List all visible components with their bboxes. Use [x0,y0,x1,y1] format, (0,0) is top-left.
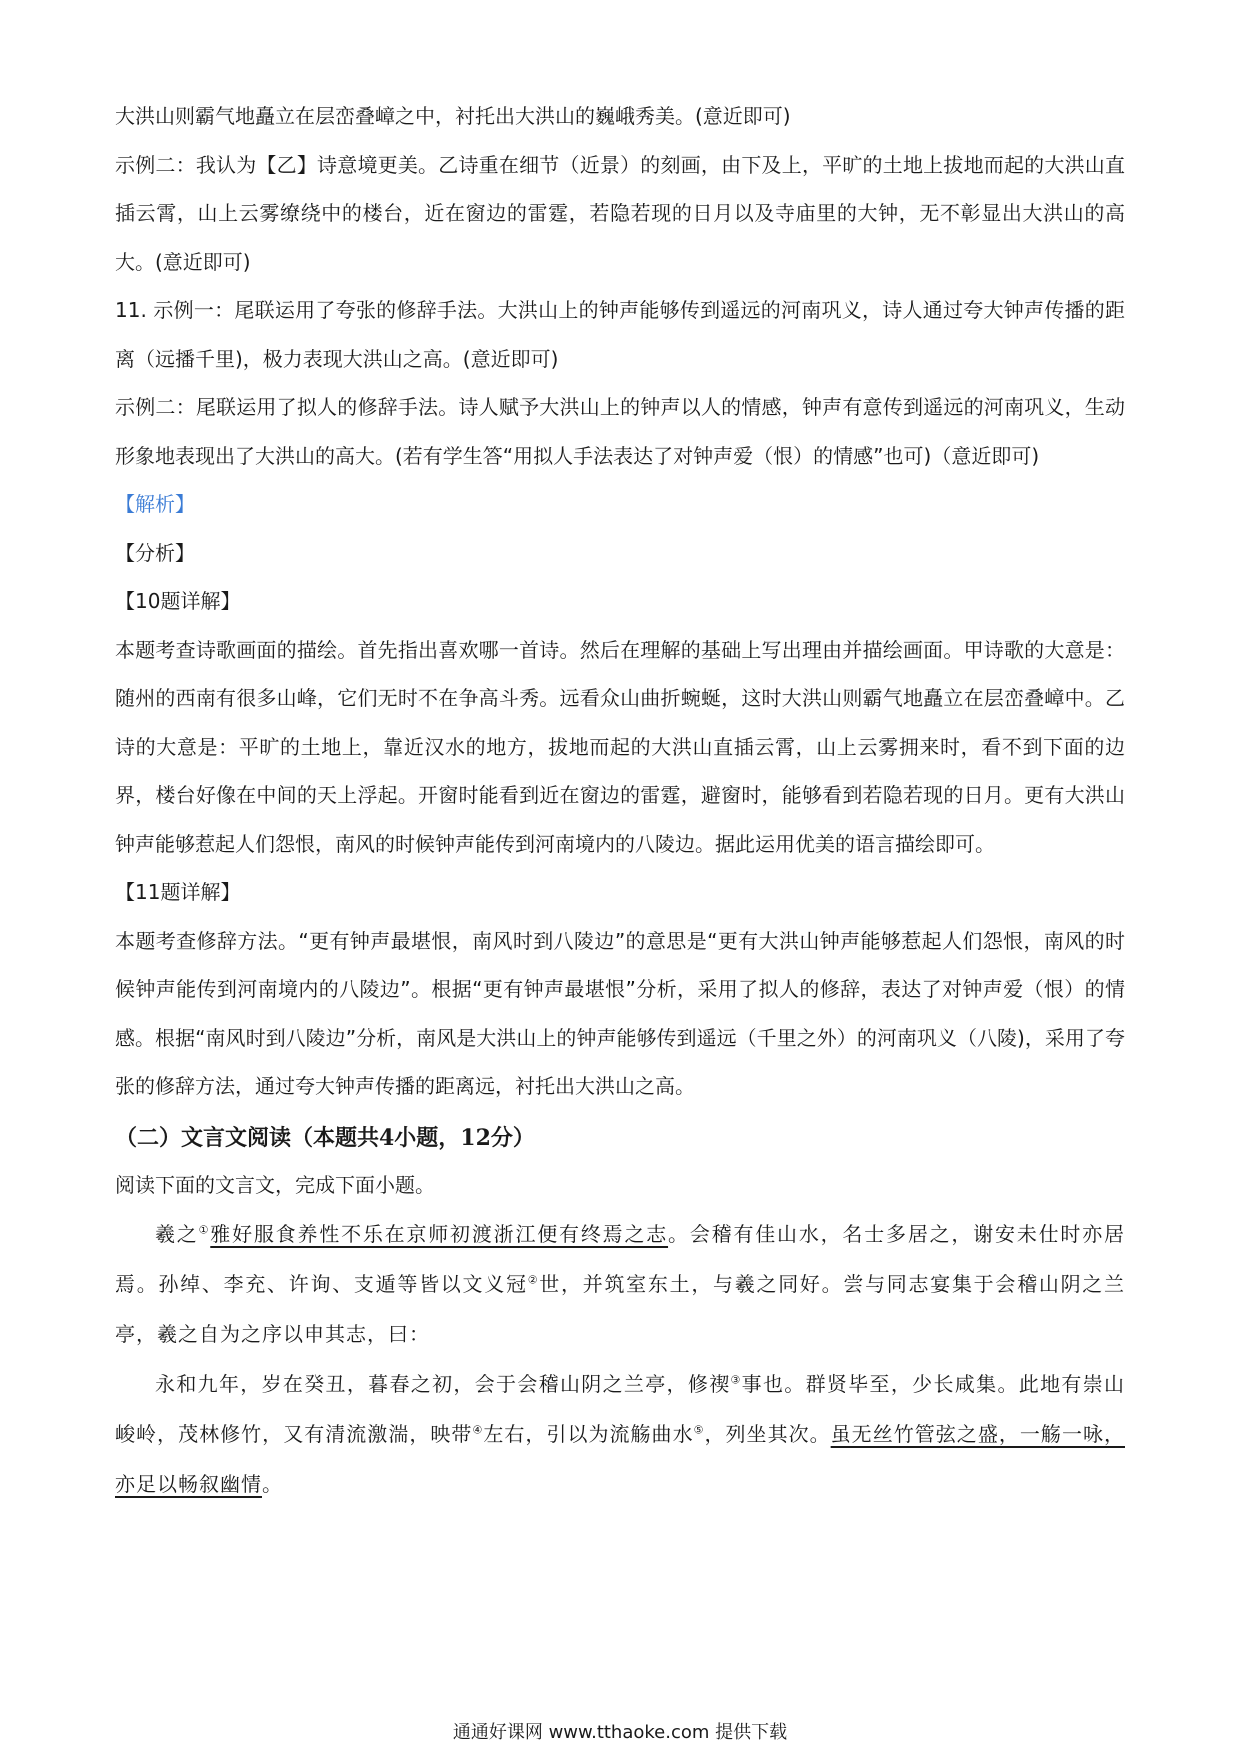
q11-title: 【11题详解】 [115,880,241,904]
passage1-text-d: 世，并筑室东土，与羲之同好。尝与同志宴集于会稽山阴之兰亭，羲之自为之序以申其志，曰： [115,1272,1126,1346]
underlined-sentence-1: 雅好服食养性不乐在京师初渡浙江便有终焉之志 [210,1222,669,1246]
passage2-text-a: 永和九年，岁在癸丑，暮春之初，会于会稽山阴之兰亭，修禊 [155,1372,731,1396]
classical-passage-2 [115,1359,1125,1509]
answer-11-example-2: 示例二：尾联运用了拟人的修辞手法。诗人赋予大洪山上的钟声以人的情感，钟声有意传到遥远的河南巩义，生动形象地表现出了大洪山的高大。(若有学生答“用拟人手法表达了对钟声爱（恨）的情感”也可)（意近即可) [115,395,1125,468]
passage1-text-a: 羲之 [155,1222,199,1246]
footnote-1: ① [198,1223,211,1237]
section-heading: （二）文言文阅读（本题共4小题，12分） [115,1124,535,1151]
answer-line-1: 大洪山则霸气地矗立在层峦叠嶂之中，衬托出大洪山的巍峨秀美。(意近即可) [115,104,791,128]
footer-source: 通通好课网 www.tthaoke.com 提供下载 [452,1722,788,1743]
footnote-4: ④ [472,1423,484,1437]
underlined-sentence-2: 虽无丝竹管弦之盛，一觞一咏，亦足以畅叙幽情 [115,1422,1125,1496]
passage2-text-b: 事也。群贤毕至，少长咸集。此地有崇山峻岭，茂林修竹，又有清流激湍，映带 [115,1372,1126,1446]
document-page [115,92,1125,1509]
passage1-text-c: 。会稽有佳山水，名士多居之，谢安未仕时亦居焉。孙绰、李充、许询、支遁等皆以文义冠 [115,1222,1126,1296]
passage2-text-f: 。 [262,1472,283,1496]
footnote-3: ③ [730,1373,742,1387]
jiexi-label: 【解析】 [115,492,195,516]
footnote-5: ⑤ [693,1423,705,1437]
passage2-text-d: ，列坐其次。 [704,1422,831,1446]
footnote-2: ② [527,1273,540,1287]
instruction: 阅读下面的文言文，完成下面小题。 [115,1172,435,1197]
fenxi-label: 【分析】 [115,540,195,565]
answer-example-2: 示例二：我认为【乙】诗意境更美。乙诗重在细节（近景）的刻画，由下及上，平旷的土地上拔地而起的大洪山直插云霄，山上云雾缭绕中的楼台，近在窗边的雷霆，若隐若现的日月以及寺庙里的大钟，无不彰显出大洪山的高大。(意近即可) [115,152,1125,274]
q10-explanation: 本题考查诗歌画面的描绘。首先指出喜欢哪一首诗。然后在理解的基础上写出理由并描绘画面。甲诗歌的大意是：随州的西南有很多山峰，它们无时不在争高斗秀。远看众山曲折蜿蜒，这时大洪山则霸气地矗立在层峦叠嶂中。乙诗的大意是：平旷的土地上，靠近汉水的地方，拔地而起的大洪山直插云霄，山上云雾拥来时，看不到下面的边界，楼台好像在中间的天上浮起。开窗时能看到近在窗边的雷霆，避窗时，能够看到若隐若现的日月。更有大洪山钟声能够惹起人们怨恨，南风的时候钟声能传到河南境内的八陵边。据此运用优美的语言描绘即可。 [115,637,1125,856]
passage2-text-c: 左右，引以为流觞曲水 [483,1422,694,1446]
classical-passage-1 [115,1209,1125,1359]
q11-explanation: 本题考查修辞方法。“更有钟声最堪恨，南风时到八陵边”的意思是“更有大洪山钟声能够惹起人们怨恨，南风的时候钟声能传到河南境内的八陵边”。根据“更有钟声最堪恨”分析，采用了拟人的修辞，表达了对钟声爱（恨）的情感。根据“南风时到八陵边”分析，南风是大洪山上的钟声能够传到遥远（千里之外）的河南巩义（八陵)，采用了夸张的修辞方法，通过夸大钟声传播的距离远，衬托出大洪山之高。 [115,928,1125,1098]
answer-11-example-1: 11. 示例一：尾联运用了夸张的修辞手法。大洪山上的钟声能够传到遥远的河南巩义，诗人通过夸大钟声传播的距离（远播千里)，极力表现大洪山之高。(意近即可) [115,298,1125,371]
q10-title: 【10题详解】 [115,589,241,613]
